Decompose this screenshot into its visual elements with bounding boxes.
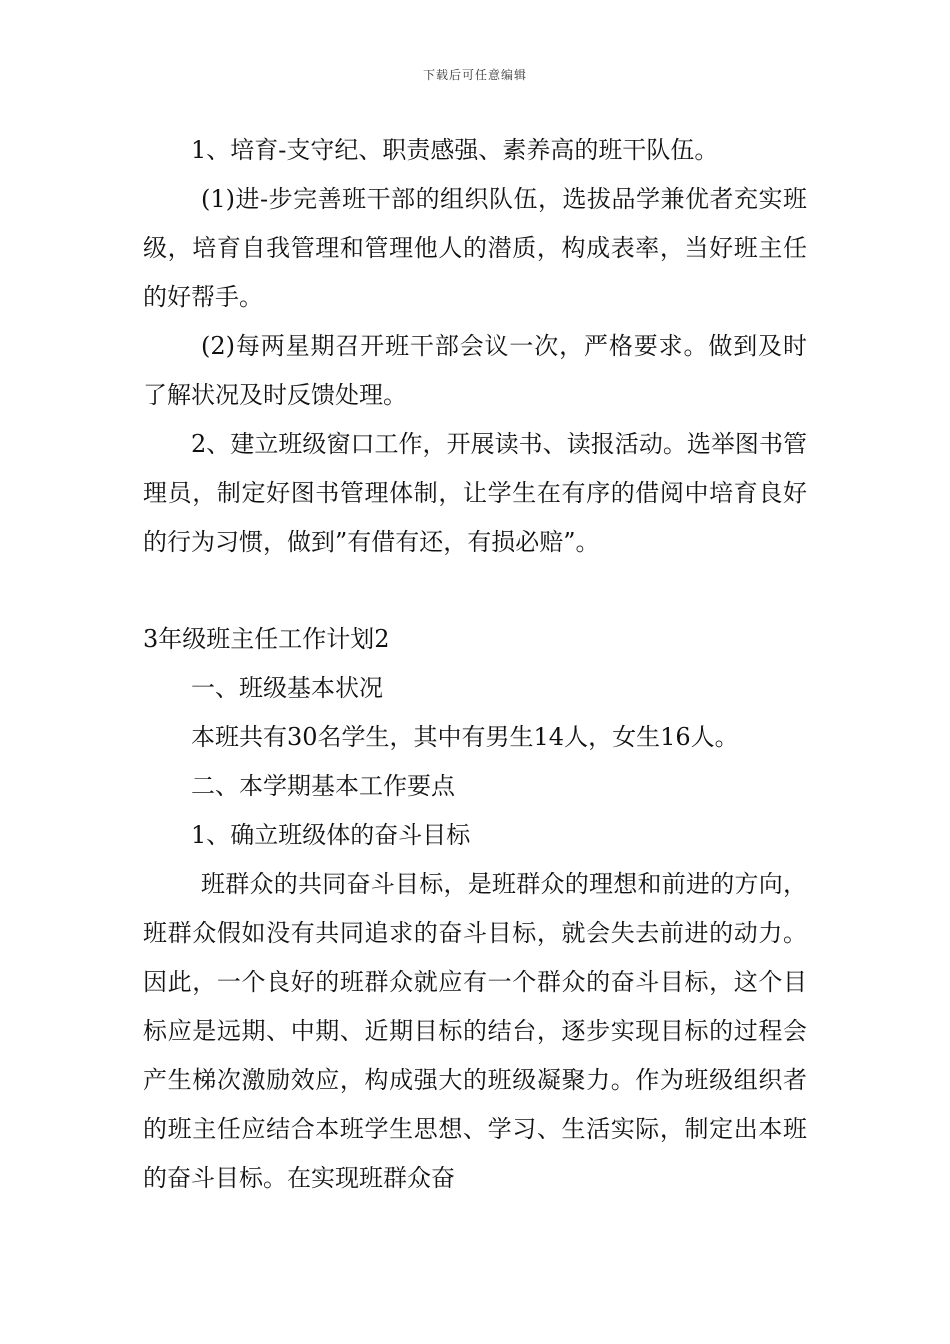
section-heading-1: 一、班级基本状况: [191, 674, 383, 702]
paragraph-1: 1、培育-支守纪、职责感强、素养高的班干队伍。: [191, 136, 719, 164]
paragraph-gap: [143, 567, 807, 615]
subsection-heading-1: 1、确立班级体的奋斗目标: [191, 821, 471, 849]
paragraph-2: (1)进-步完善班干部的组织队伍，选拔品学兼优者充实班级，培育自我管理和管理他人的潜质，构成表率，当好班主任的好帮手。: [143, 185, 807, 311]
document-body: [143, 126, 807, 1203]
paragraph-4: 2、建立班级窗口工作，开展读书、读报活动。选举图书管理员，制定好图书管理体制，让学生在有序的借阅中培育良好的行为习惯，做到”有借有还，有损必赔”。: [143, 430, 807, 556]
section-title: 3年级班主任工作计划2: [143, 625, 390, 653]
section-1-text: 本班共有30名学生，其中有男生14人，女生16人。: [191, 723, 739, 751]
section-heading-2: 二、本学期基本工作要点: [191, 772, 455, 800]
section-2-text: 班群众的共同奋斗目标，是班群众的理想和前进的方向，班群众假如没有共同追求的奋斗目标，就会失去前进的动力。因此，一个良好的班群众就应有一个群众的奋斗目标，这个目标应是远期、中期、近期目标的结台，逐步实现目标的过程会产生梯次激励效应，构成强大的班级凝聚力。作为班级组织者的班主任应结合本班学生思想、学习、生活实际，制定出本班的奋斗目标。在实现班群众奋: [143, 870, 807, 1192]
paragraph-3: (2)每两星期召开班干部会议一次，严格要求。做到及时了解状况及时反馈处理。: [143, 332, 807, 409]
header-note: 下载后可任意编辑: [422, 68, 527, 82]
